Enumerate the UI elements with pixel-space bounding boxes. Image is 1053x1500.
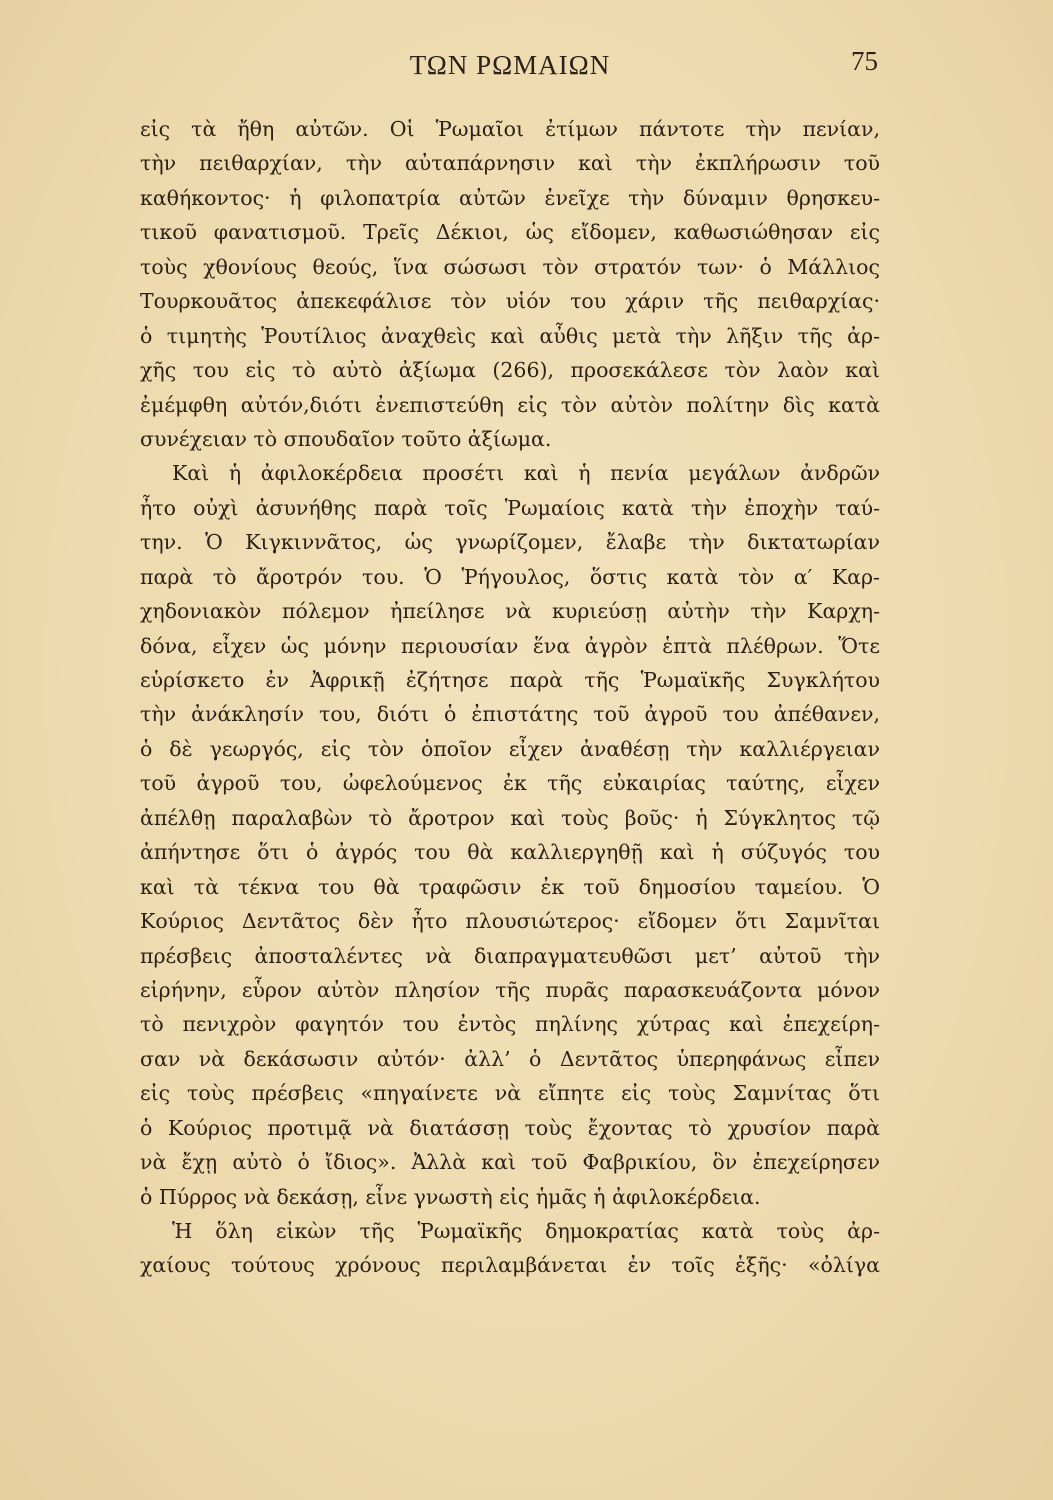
body-text <box>140 112 880 1283</box>
text-line: την. Ὁ Κιγκιννᾶτος, ὡς γνωρίζομεν, ἔλαβε τὴν δικτατωρίαν <box>140 530 880 555</box>
text-line: ἀπέλθῃ παραλαβὼν τὸ ἄροτρον καὶ τοὺς βοῦς· ἡ Σύγκλητος τῷ <box>140 805 880 830</box>
text-line: Κούριος Δεντᾶτος δὲν ἦτο πλουσιώτερος· εἴδομεν ὅτι Σαμνῖται <box>140 909 880 934</box>
text-line: ἐμέμφθη αὐτόν,διότι ἐνεπιστεύθη εἰς τὸν αὐτὸν πολίτην δὶς κατὰ <box>140 392 880 417</box>
text-line: εὑρίσκετο ἐν Ἀφρικῇ ἐζήτησε παρὰ τῆς Ῥωμαϊκῆς Συγκλήτου <box>140 668 880 692</box>
text-line: καὶ τὰ τέκνα του θὰ τραφῶσιν ἐκ τοῦ δημοσίου ταμείου. Ὁ <box>140 874 880 899</box>
text-line: συνέχειαν τὸ σπουδαῖον τοῦτο ἀξίωμα. <box>140 426 552 451</box>
text-line: τοὺς χθονίους θεούς, ἵνα σώσωσι τὸν στρατόν των· ὁ Μάλλιος <box>140 254 880 279</box>
text-line: ὁ Πύρρος νὰ δεκάσῃ, εἶνε γνωστὴ εἰς ἡμᾶς ἡ ἀφιλοκέρδεια. <box>140 1184 761 1209</box>
text-line: Τουρκουᾶτος ἀπεκεφάλισε τὸν υἱόν του χάριν τῆς πειθαρχίας· <box>140 289 880 314</box>
text-line: πρέσβεις ἀποσταλέντες νὰ διαπραγματευθῶσι μετ’ αὐτοῦ τὴν <box>140 943 880 968</box>
text-line: ἀπήντησε ὅτι ὁ ἀγρός του θὰ καλλιεργηθῇ καὶ ἡ σύζυγός του <box>140 840 880 865</box>
text-line: παρὰ τὸ ἄροτρόν του. Ὁ Ῥήγουλος, ὅστις κατὰ τὸν α′ Καρ- <box>140 564 880 589</box>
text-line: Καὶ ἡ ἀφιλοκέρδεια προσέτι καὶ ἡ πενία μεγάλων ἀνδρῶν <box>172 461 880 486</box>
text-line: Ἡ ὅλη εἰκὼν τῆς Ῥωμαϊκῆς δημοκρατίας κατὰ τοὺς ἀρ- <box>172 1219 880 1243</box>
page-number: 75 <box>851 46 878 76</box>
text-line: δόνα, εἶχεν ὡς μόνην περιουσίαν ἕνα ἀγρὸν ἑπτὰ πλέθρων. Ὅτε <box>140 633 880 658</box>
text-line: χαίους τούτους χρόνους περιλαμβάνεται ἐν τοῖς ἑξῆς· «ὀλίγα <box>140 1253 880 1278</box>
text-line: εἰς τοὺς πρέσβεις «πηγαίνετε νὰ εἴπητε εἰς τοὺς Σαμνίτας ὅτι <box>140 1081 880 1106</box>
text-line: τὴν πειθαρχίαν, τὴν αὐταπάρνησιν καὶ τὴν ἐκπλήρωσιν τοῦ <box>140 151 880 176</box>
page-header <box>130 46 890 90</box>
text-line: χῆς του εἰς τὸ αὐτὸ ἀξίωμα (266), προσεκάλεσε τὸν λαὸν καὶ <box>140 358 880 383</box>
text-line: τικοῦ φανατισμοῦ. Τρεῖς Δέκιοι, ὡς εἴδομεν, καθωσιώθησαν εἰς <box>140 220 880 245</box>
text-line: σαν νὰ δεκάσωσιν αὐτόν· ἀλλ’ ὁ Δεντᾶτος ὑπερηφάνως εἶπεν <box>140 1046 880 1071</box>
text-line: τὸ πενιχρὸν φαγητόν του ἐντὸς πηλίνης χύτρας καὶ ἐπεχείρη- <box>140 1012 880 1037</box>
running-title: ΤΩΝ ΡΩΜΑΙΩΝ <box>409 50 611 80</box>
text-line: εἰς τὰ ἤθη αὐτῶν. Οἱ Ῥωμαῖοι ἐτίμων πάντοτε τὴν πενίαν, <box>140 117 880 141</box>
text-line: καθήκοντος· ἡ φιλοπατρία αὐτῶν ἐνεῖχε τὴν δύναμιν θρησκευ- <box>140 185 880 210</box>
text-line: ὁ τιμητὴς Ῥουτίλιος ἀναχθεὶς καὶ αὖθις μετὰ τὴν λῆξιν τῆς ἀρ- <box>140 323 880 348</box>
text-line: ἦτο οὐχὶ ἀσυνήθης παρὰ τοῖς Ῥωμαίοις κατὰ τὴν ἐποχὴν ταύ- <box>140 495 880 520</box>
text-line: χηδονιακὸν πόλεμον ἠπείλησε νὰ κυριεύσῃ αὐτὴν τὴν Καρχη- <box>140 599 880 624</box>
text-line: τοῦ ἀγροῦ του, ὠφελούμενος ἐκ τῆς εὐκαιρίας ταύτης, εἶχεν <box>140 771 880 796</box>
text-line: τὴν ἀνάκλησίν του, διότι ὁ ἐπιστάτης τοῦ ἀγροῦ του ἀπέθανεν, <box>140 702 880 727</box>
text-line: ὁ δὲ γεωργός, εἰς τὸν ὁποῖον εἶχεν ἀναθέσῃ τὴν καλλιέργειαν <box>140 736 880 761</box>
text-line: ὁ Κούριος προτιμᾷ νὰ διατάσσῃ τοὺς ἔχοντας τὸ χρυσίον παρὰ <box>140 1115 880 1140</box>
text-line: εἰρήνην, εὗρον αὐτὸν πλησίον τῆς πυρᾶς παρασκευάζοντα μόνον <box>140 977 880 1002</box>
text-line: νὰ ἔχῃ αὐτὸ ὁ ἴδιος». Ἀλλὰ καὶ τοῦ Φαβρικίου, ὃν ἐπεχείρησεν <box>140 1150 880 1175</box>
